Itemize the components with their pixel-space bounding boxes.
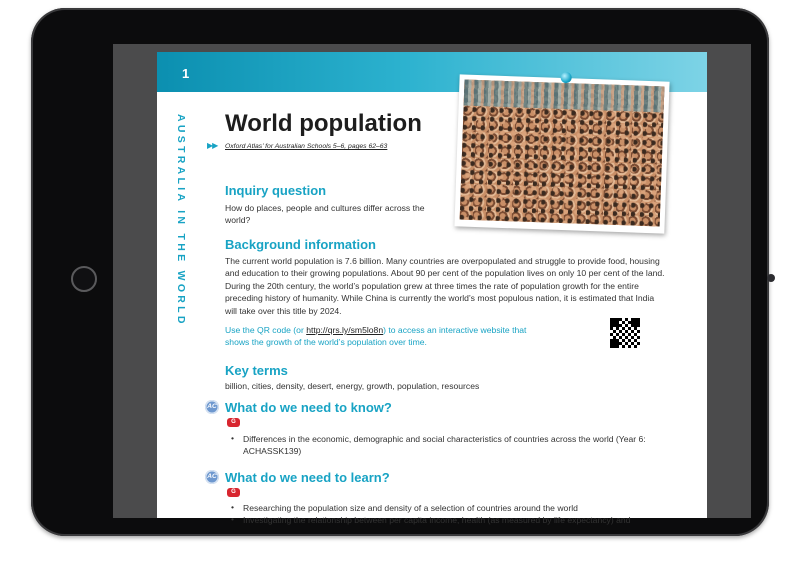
pin-icon [560, 72, 571, 83]
qr-text-after: ) to access an interactive website that shows the growth of the world’s population over time. [225, 325, 527, 348]
double-arrow-icon: ▶▶ [207, 141, 218, 150]
inquiry-heading: Inquiry question [225, 183, 327, 198]
camera-icon [767, 274, 775, 282]
bullet-icon: • [231, 433, 235, 443]
key-terms-text: billion, cities, density, desert, energy, growth, population, resources [225, 381, 480, 391]
background-text: The current world population is 7.6 billion. Many countries are overpopulated and struggle to provide food, housing and education to their growing populations. About 90 per cent of the population lives on only 10 per cent of the land. During the 20th century, the world’s population grew at three times the rate of population growth for the entire preceding history of humanity. While China is currently the world’s most populous nation, it is estimated that India will take over this title by 2024. [225, 256, 665, 316]
learn-item: Investigating the relationship between per capita income, health (as measured by life expectancy) and [243, 515, 631, 525]
background-heading: Background information [225, 237, 376, 252]
atlas-reference-link[interactable]: Oxford Atlas’ for Australian Schools 5–6, pages 62–63 [225, 143, 388, 150]
ac-curriculum-icon: AC [205, 470, 219, 484]
learn-item: Researching the population size and density of a selection of countries around the world [243, 503, 578, 513]
document-page [157, 52, 707, 525]
key-terms-heading: Key terms [225, 363, 288, 378]
bullet-icon: • [231, 514, 235, 524]
inquiry-text: How do places, people and cultures differ across the world? [225, 203, 425, 226]
ac-curriculum-icon: AC [205, 400, 219, 414]
learn-heading: What do we need to learn? [225, 470, 390, 485]
know-item: Differences in the economic, demographic and social characteristics of countries across the world (Year 6: ACHASSK139) [243, 434, 646, 457]
qr-code-icon[interactable] [610, 318, 640, 348]
tablet-screen [113, 44, 751, 525]
side-section-label: AUSTRALIA IN THE WORLD [175, 114, 187, 327]
crowd-photo [454, 74, 669, 233]
page-number: 1 [182, 66, 190, 81]
home-button[interactable] [71, 266, 97, 292]
know-heading: What do we need to know? [225, 400, 392, 415]
bullet-icon: • [231, 502, 235, 512]
tablet-frame [31, 8, 769, 536]
geography-badge: G [227, 488, 240, 497]
qr-url-link[interactable]: http://qrs.ly/sm5lo8n [306, 325, 384, 335]
page-title: World population [225, 110, 422, 137]
qr-text-before: Use the QR code (or [225, 325, 307, 335]
geography-badge: G [227, 418, 240, 427]
qr-instructions [225, 324, 535, 349]
